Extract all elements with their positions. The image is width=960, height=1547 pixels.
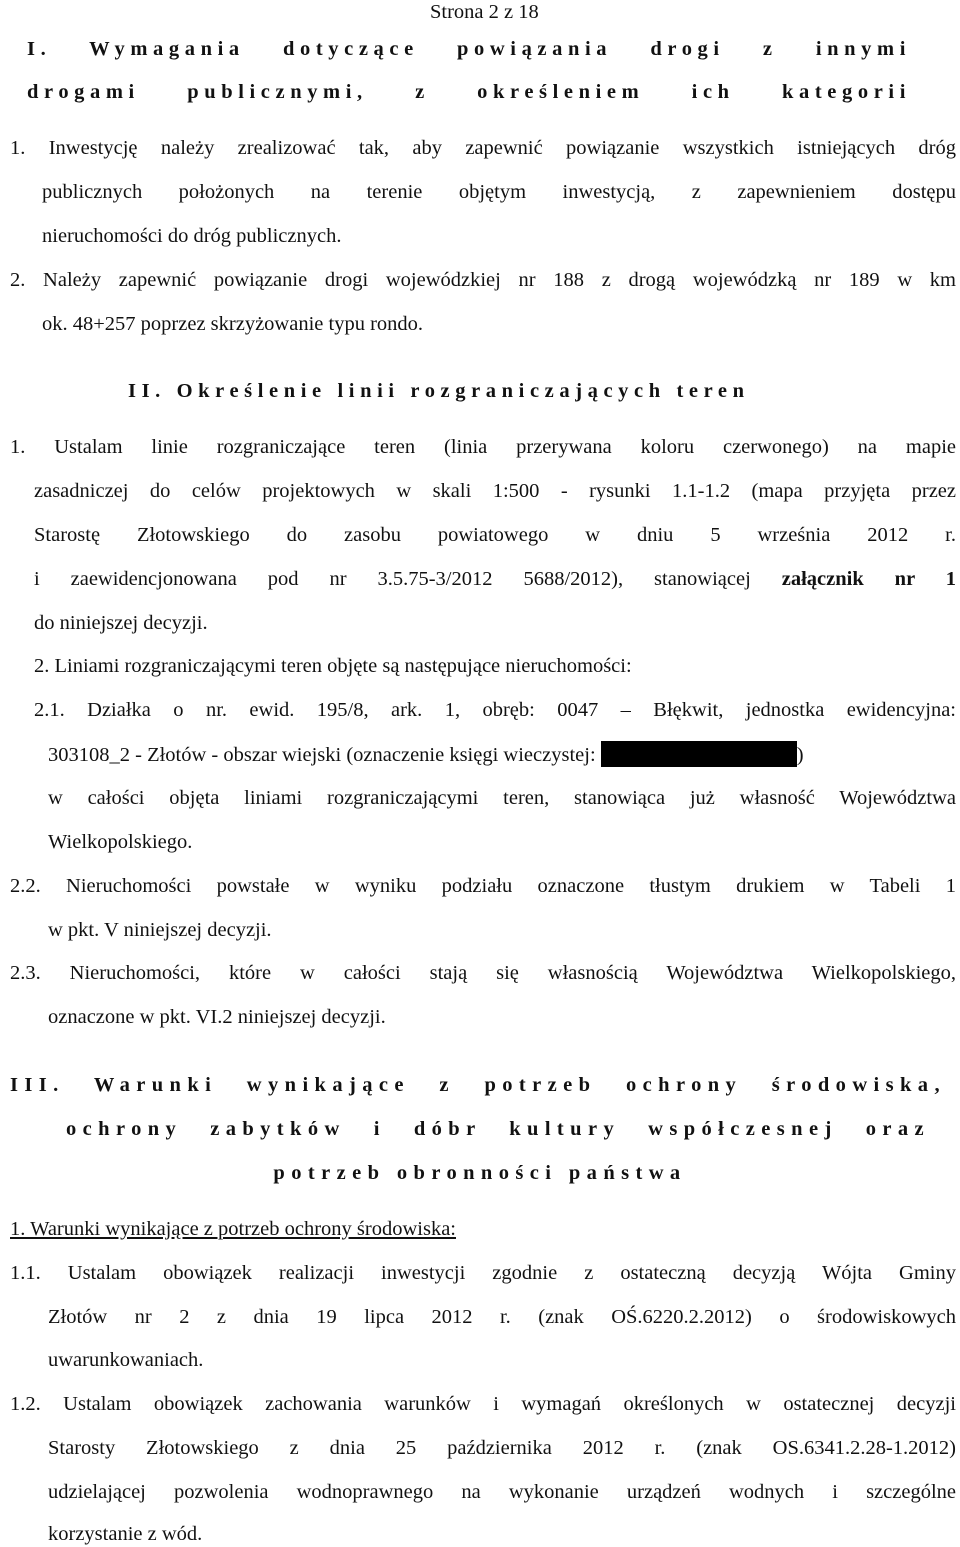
paragraph-3-1-1-line-1: 1.1. Ustalam obowiązek realizacji inwestycji zgodnie z ostateczną decyzją Wójta Gminy xyxy=(10,1262,956,1284)
paragraph-2-1-line-5: do niniejszej decyzji. xyxy=(34,612,208,634)
paragraph-3-1-1-line-2: Złotów nr 2 z dnia 19 lipca 2012 r. (znak OŚ.6220.2.2012) o środowiskowych xyxy=(48,1306,956,1328)
subsection-3-1-title: 1. Warunki wynikające z potrzeb ochrony środowiska: xyxy=(10,1218,456,1240)
paragraph-3-1-2-line-2: Starosty Złotowskiego z dnia 25 października 2012 r. (znak OS.6341.2.28-1.2012) xyxy=(48,1437,956,1459)
section-3-heading-line-1: III. Warunki wynikające z potrzeb ochrony środowiska, xyxy=(10,1074,946,1096)
paragraph-2-2-2-line-1: 2.2. Nieruchomości powstałe w wyniku podziału oznaczone tłustym drukiem w Tabeli 1 xyxy=(10,875,956,897)
section-1-heading-line-1: I. Wymagania dotyczące powiązania drogi z innymi xyxy=(27,38,911,60)
paragraph-3-1-1-line-3: uwarunkowaniach. xyxy=(48,1349,204,1371)
closing-parenthesis: ) xyxy=(796,744,804,766)
paragraph-2-2-1-line-2-text: 303108_2 - Złotów - obszar wiejski (oznaczenie księgi wieczystej: xyxy=(48,744,596,766)
redaction-box xyxy=(601,741,797,767)
page-number: Strona 2 z 18 xyxy=(430,1,539,23)
paragraph-2-2-1-line-4: Wielkopolskiego. xyxy=(48,831,193,853)
paragraph-3-1-2-line-1: 1.2. Ustalam obowiązek zachowania warunków i wymagań określonych w ostatecznej decyzji xyxy=(10,1393,956,1415)
paragraph-1-1-line-3: nieruchomości do dróg publicznych. xyxy=(42,225,342,247)
paragraph-2-2-1-line-3: w całości objęta liniami rozgraniczającymi teren, stanowiąca już własność Województwa xyxy=(48,787,956,809)
paragraph-2-2-3-line-2: oznaczone w pkt. VI.2 niniejszej decyzji. xyxy=(48,1006,386,1028)
section-1-heading-line-2: drogami publicznymi, z określeniem ich kategorii xyxy=(27,81,911,103)
paragraph-2-2-2-line-2: w pkt. V niniejszej decyzji. xyxy=(48,919,272,941)
paragraph-2-1-line-3: Starostę Złotowskiego do zasobu powiatowego w dniu 5 września 2012 r. xyxy=(34,524,956,546)
paragraph-2-1-line-1: 1. Ustalam linie rozgraniczające teren (linia przerywana koloru czerwonego) na mapie xyxy=(10,436,956,458)
paragraph-2-1-line-4 xyxy=(34,566,956,592)
section-2-heading: II. Określenie linii rozgraniczających teren xyxy=(128,380,750,402)
paragraph-1-1-line-1: 1. Inwestycję należy zrealizować tak, aby zapewnić powiązanie wszystkich istniejących dróg xyxy=(10,137,956,159)
paragraph-2-2: 2. Liniami rozgraniczającymi teren objęte są następujące nieruchomości: xyxy=(34,655,632,677)
paragraph-2-1-line-4-text: i zaewidencjonowana pod nr 3.5.75-3/2012 5688/2012), stanowiącej xyxy=(34,568,751,590)
attachment-reference: załącznik nr 1 xyxy=(781,568,956,590)
paragraph-2-2-1-line-1: 2.1. Działka o nr. ewid. 195/8, ark. 1, obręb: 0047 – Błękwit, jednostka ewidencyjna: xyxy=(34,699,956,721)
paragraph-2-1-line-2: zasadniczej do celów projektowych w skali 1:500 - rysunki 1.1-1.2 (mapa przyjęta przez xyxy=(34,480,956,502)
paragraph-1-1-line-2: publicznych położonych na terenie objętym inwestycją, z zapewnieniem dostępu xyxy=(42,181,956,203)
section-3-heading-line-2: ochrony zabytków i dóbr kultury współczesnej oraz xyxy=(66,1118,930,1140)
paragraph-1-2-line-1: 2. Należy zapewnić powiązanie drogi wojewódzkiej nr 188 z drogą wojewódzką nr 189 w km xyxy=(10,269,956,291)
paragraph-3-1-2-line-3: udzielającej pozwolenia wodnoprawnego na wykonanie urządzeń wodnych i szczególne xyxy=(48,1481,956,1503)
paragraph-3-1-2-line-4: korzystanie z wód. xyxy=(48,1523,203,1545)
paragraph-1-2-line-2: ok. 48+257 poprzez skrzyżowanie typu rondo. xyxy=(42,313,424,335)
paragraph-2-2-1-line-2 xyxy=(48,741,804,768)
section-3-heading-line-3: potrzeb obronności państwa xyxy=(273,1162,687,1184)
paragraph-2-2-3-line-1: 2.3. Nieruchomości, które w całości stają się własnością Województwa Wielkopolskiego, xyxy=(10,962,956,984)
